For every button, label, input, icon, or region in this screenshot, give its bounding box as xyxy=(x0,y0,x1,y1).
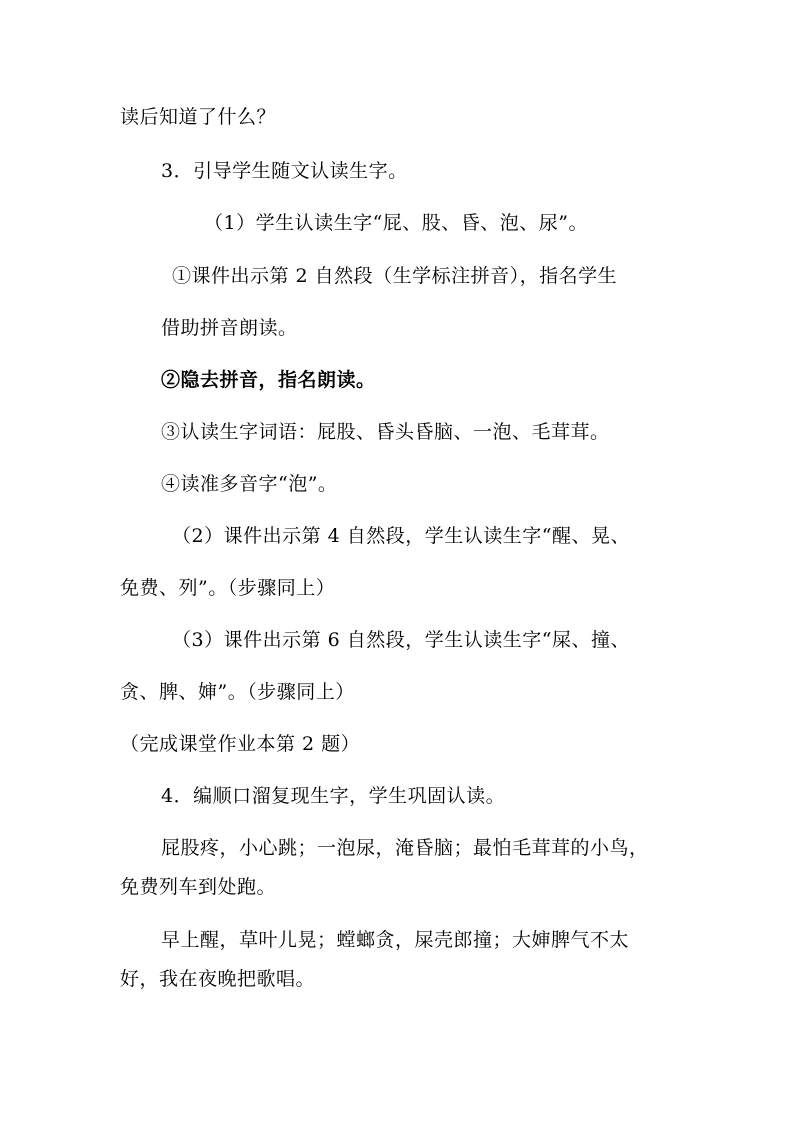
text-line-7: ③认读生字词语：屁股、昏头昏脑、一泡、毛茸茸。 xyxy=(161,421,610,443)
text-line-6: ②隐去拼音，指名朗读。 xyxy=(161,369,376,391)
text-line-10: 免费、列”。（步骤同上） xyxy=(120,577,336,599)
text-line-11: （3）课件出示第 6 自然段，学生认读生字“屎、撞、 xyxy=(172,629,630,651)
text-line-3: （1）学生认读生字“屁、股、昏、泡、尿”。 xyxy=(204,212,589,234)
text-line-12: 贪、脾、婶”。（步骤同上） xyxy=(120,681,355,703)
text-line-5: 借助拼音朗读。 xyxy=(161,317,298,339)
text-line-2: 3．引导学生随文认读生字。 xyxy=(161,160,408,182)
text-line-13: （完成课堂作业本第 2 题） xyxy=(120,733,361,755)
text-line-1: 读后知道了什么？ xyxy=(120,106,277,128)
text-line-15: 屁股疼，小心跳；一泡尿，淹昏脑；最怕毛茸茸的小鸟， xyxy=(161,837,649,859)
text-line-9: （2）课件出示第 4 自然段，学生认读生字“醒、晃、 xyxy=(172,525,630,547)
text-line-14: 4．编顺口溜复现生字，学生巩固认读。 xyxy=(161,785,506,807)
text-line-16: 免费列车到处跑。 xyxy=(120,876,277,898)
text-line-17: 早上醒，草叶儿晃；螳螂贪，屎壳郎撞；大婶脾气不太 xyxy=(161,929,630,951)
text-line-18: 好，我在夜晚把歌唱。 xyxy=(120,968,316,990)
text-line-8: ④读准多音字“泡”。 xyxy=(161,473,338,495)
text-line-4: ①课件出示第 2 自然段（生学标注拼音），指名学生 xyxy=(172,265,618,287)
